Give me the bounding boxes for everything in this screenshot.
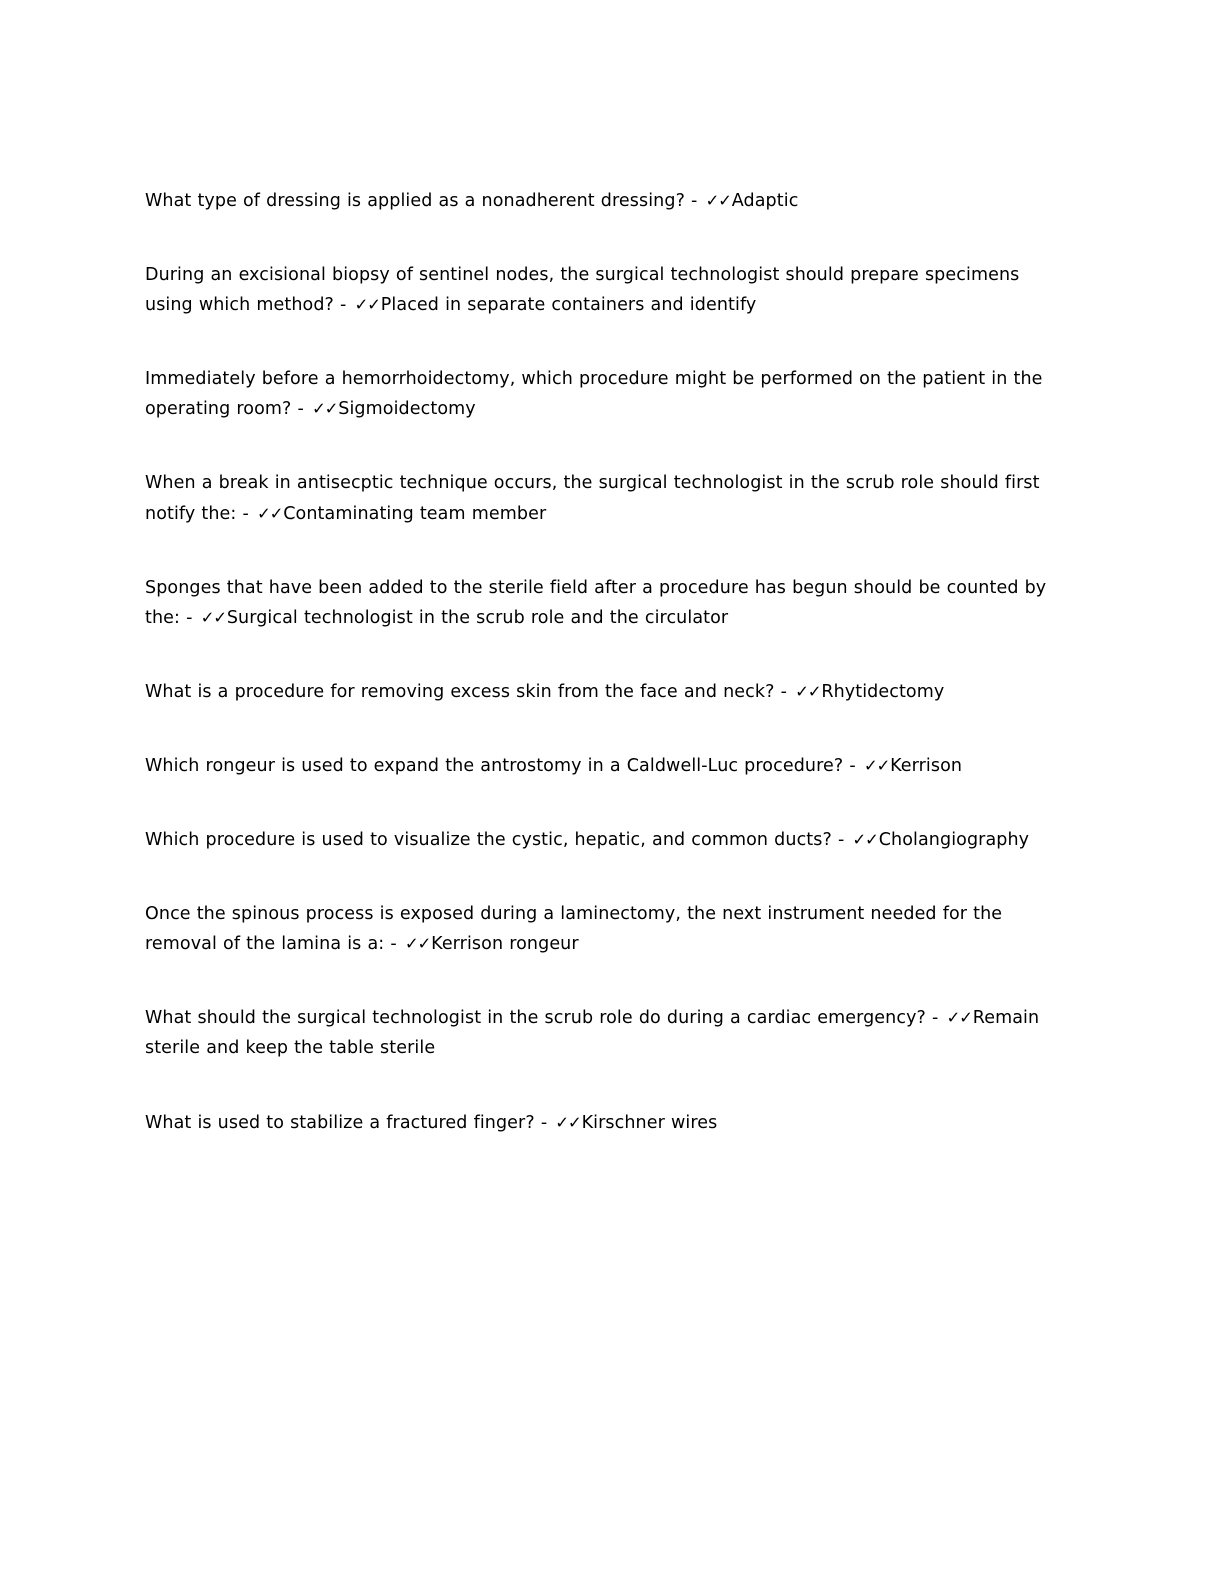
answer-text: Adaptic [731,191,799,211]
separator: - [534,1112,554,1133]
question-text: What is used to stabilize a fractured finger? [145,1112,535,1133]
check-mark-icon: ✓✓ [555,1112,581,1132]
question-text: What is a procedure for removing excess skin from the face and neck? [145,681,775,702]
answer-text: Kerrison rongeur [431,934,579,955]
check-mark-icon: ✓✓ [256,503,283,523]
qa-item [145,899,1070,959]
separator: - [384,934,403,955]
separator: - [180,607,199,628]
question-text: During an excisional biopsy of sentinel nodes, the surgical technologist should prepare specimens using which method? [145,265,1020,316]
answer-text: Sigmoidectomy [338,399,476,420]
question-text: What type of dressing is applied as a nonadherent dressing? [145,191,685,211]
qa-item [145,364,1070,424]
check-mark-icon: ✓✓ [852,830,878,850]
check-mark-icon: ✓✓ [354,295,380,315]
qa-item [145,573,1070,633]
check-mark-icon: ✓✓ [946,1008,972,1028]
check-mark-icon: ✓✓ [863,755,890,775]
check-mark-icon: ✓✓ [312,399,338,419]
question-text: Which procedure is used to visualize the cystic, hepatic, and common ducts? [145,830,832,851]
answer-text: Kirschner wires [581,1112,718,1133]
answer-text: Surgical technologist in the scrub role and the circulator [226,607,729,628]
separator: - [774,681,794,702]
separator: - [843,755,862,776]
qa-item [145,677,1070,707]
separator: - [291,399,310,420]
question-text: Immediately before a hemorrhoidectomy, which procedure might be performed on the patient in the operating room? [145,369,1043,420]
qa-list [145,186,1079,1138]
qa-item [145,1003,1070,1063]
separator: - [831,830,851,851]
separator: - [684,191,704,211]
check-mark-icon: ✓✓ [404,934,431,954]
qa-item [145,751,1070,781]
qa-item [145,1108,1070,1138]
qa-item [145,468,1070,528]
question-text: When a break in antisecptic technique occurs, the surgical technologist in the scrub role should first notify the: [145,473,1040,524]
question-text: Which rongeur is used to expand the antrostomy in a Caldwell-Luc procedure? [145,755,844,776]
answer-text: Remain sterile and keep the table sterile [145,1008,1040,1059]
answer-text: Rhytidectomy [821,681,945,702]
check-mark-icon: ✓✓ [705,191,731,210]
answer-text: Contaminating team member [283,503,547,524]
question-text: What should the surgical technologist in the scrub role do during a cardiac emergency? [145,1008,926,1029]
qa-item [145,825,1070,855]
separator: - [333,295,353,316]
question-text: Sponges that have been added to the sterile field after a procedure has begun should be counted by the: [145,577,1047,628]
check-mark-icon: ✓✓ [200,607,226,627]
separator: - [236,503,255,524]
separator: - [925,1008,945,1029]
qa-item [145,260,1070,320]
answer-text: Kerrison [890,755,963,776]
answer-text: Cholangiography [878,830,1030,851]
answer-text: Placed in separate containers and identify [380,295,757,316]
check-mark-icon: ✓✓ [795,681,821,701]
qa-item [145,186,1070,216]
question-text: Once the spinous process is exposed during a laminectomy, the next instrument needed for the removal of the lamina is a: [145,904,1003,955]
